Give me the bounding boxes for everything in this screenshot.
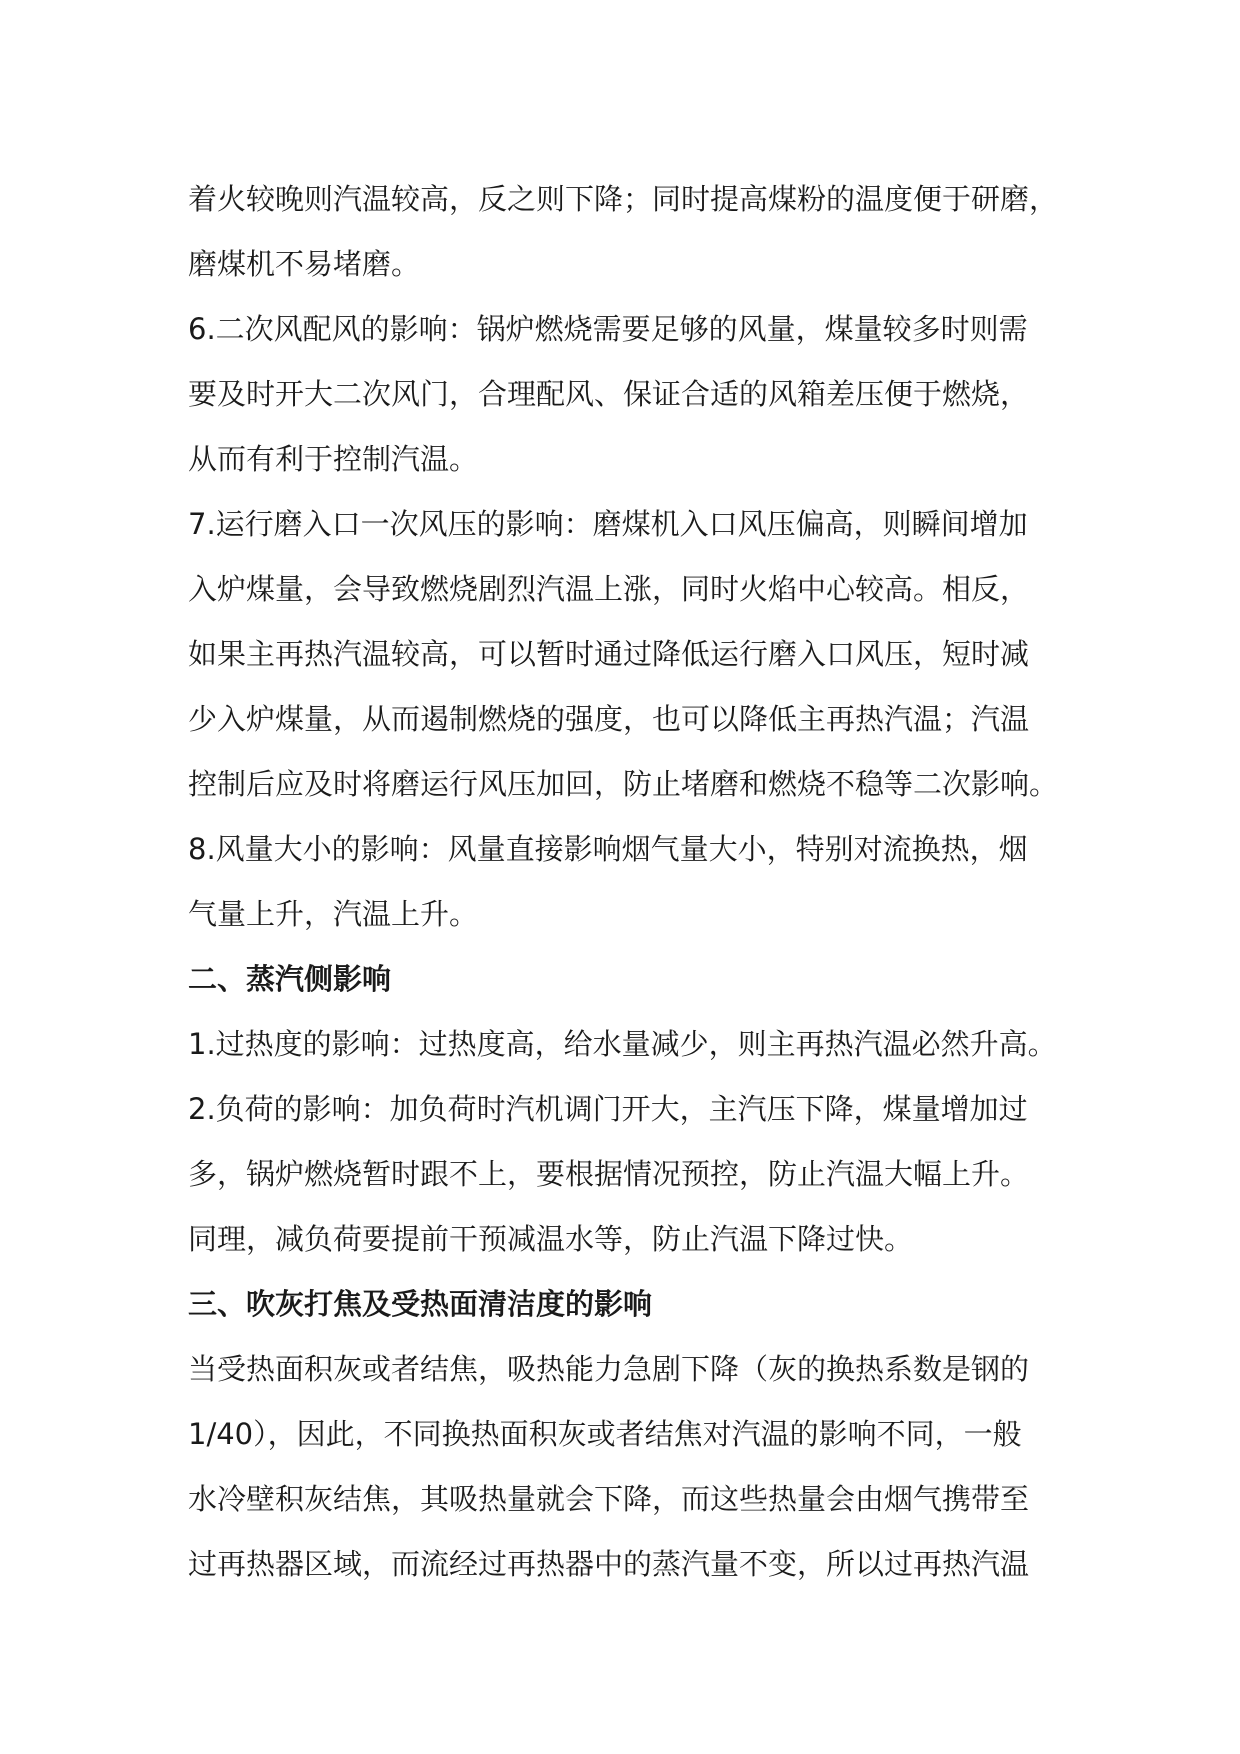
text-line: 入炉煤量，会导致燃烧剧烈汽温上涨，同时火焰中心较高。相反， [188,572,1030,606]
text-line: 8.风量大小的影响：风量直接影响烟气量大小，特别对流换热，烟 [188,832,1028,866]
text-line: 同理，减负荷要提前干预减温水等，防止汽温下降过快。 [188,1222,914,1256]
text-line: 过再热器区域，而流经过再热器中的蒸汽量不变，所以过再热汽温 [188,1547,1030,1581]
text-line: 着火较晚则汽温较高，反之则下降；同时提高煤粉的温度便于研磨， [188,182,1059,216]
text-line: 1/40），因此，不同换热面积灰或者结焦对汽温的影响不同，一般 [188,1417,1022,1451]
text-line: 控制后应及时将磨运行风压加回，防止堵磨和燃烧不稳等二次影响。 [188,767,1059,801]
text-line: 从而有利于控制汽温。 [188,442,479,476]
section-heading: 二、蒸汽侧影响 [188,962,392,996]
text-line: 6.二次风配风的影响：锅炉燃烧需要足够的风量，煤量较多时则需 [188,312,1028,346]
text-line: 气量上升，汽温上升。 [188,897,479,931]
text-line: 如果主再热汽温较高，可以暂时通过降低运行磨入口风压，短时减 [188,637,1030,671]
text-line: 磨煤机不易堵磨。 [188,247,421,281]
text-line: 水冷壁积灰结焦，其吸热量就会下降，而这些热量会由烟气携带至 [188,1482,1030,1516]
text-line: 要及时开大二次风门，合理配风、保证合适的风箱差压便于燃烧， [188,377,1030,411]
text-line: 1.过热度的影响：过热度高，给水量减少，则主再热汽温必然升高。 [188,1027,1057,1061]
text-line: 7.运行磨入口一次风压的影响：磨煤机入口风压偏高，则瞬间增加 [188,507,1028,541]
section-heading: 三、吹灰打焦及受热面清洁度的影响 [188,1287,653,1321]
text-line: 少入炉煤量，从而遏制燃烧的强度，也可以降低主再热汽温；汽温 [188,702,1030,736]
text-line: 当受热面积灰或者结焦，吸热能力急剧下降（灰的换热系数是钢的 [188,1352,1030,1386]
document-body [188,175,1088,1605]
text-line: 多，锅炉燃烧暂时跟不上，要根据情况预控，防止汽温大幅上升。 [188,1157,1030,1191]
text-line: 2.负荷的影响：加负荷时汽机调门开大，主汽压下降，煤量增加过 [188,1092,1028,1126]
